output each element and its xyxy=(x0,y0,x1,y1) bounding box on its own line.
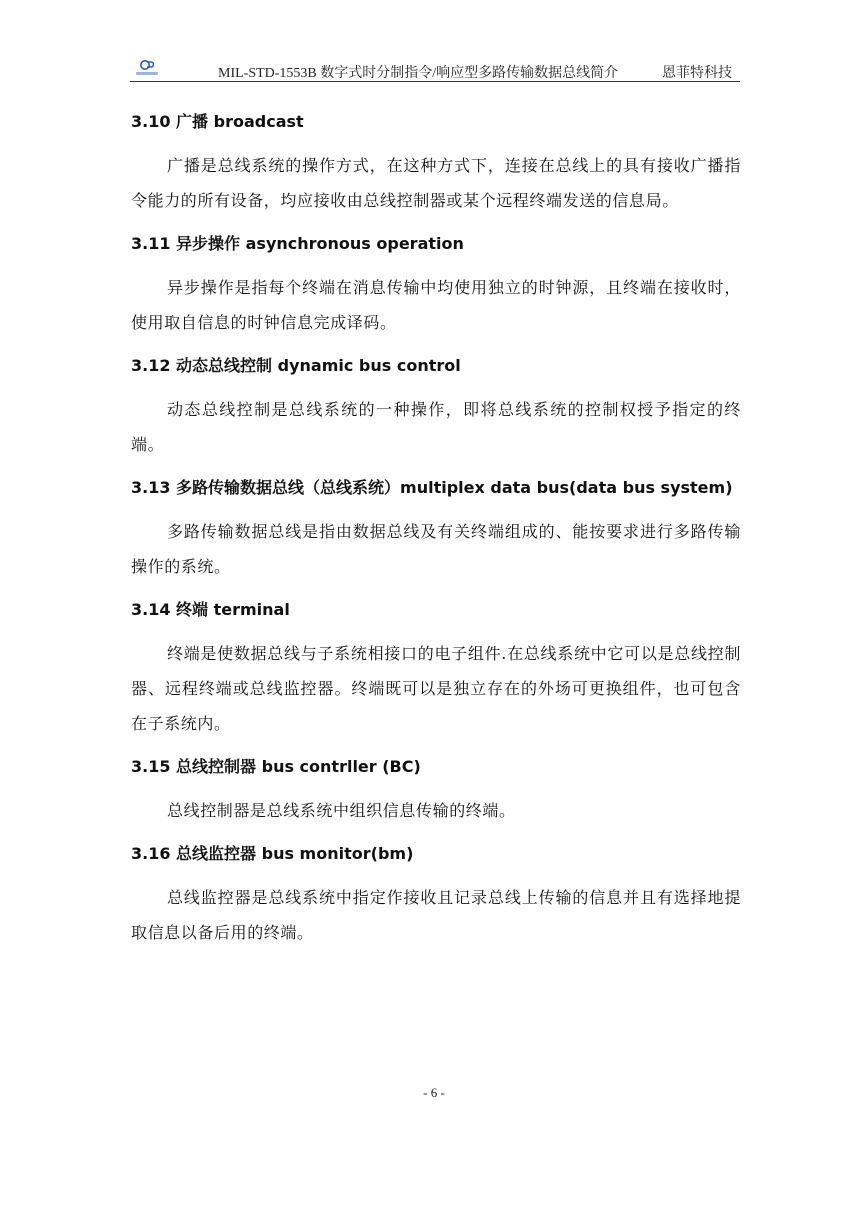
section-heading: 3.15 总线控制器 bus contrller (BC) xyxy=(131,757,421,776)
header-title: MIL-STD-1553B 数字式时分制指令/响应型多路传输数据总线简介 xyxy=(218,66,619,81)
section-3-11 xyxy=(131,230,741,340)
section-3-14 xyxy=(131,596,741,741)
section-3-15 xyxy=(131,753,741,828)
section-3-13 xyxy=(131,474,741,584)
section-paragraph: 动态总线控制是总线系统的一种操作，即将总线系统的控制权授予指定的终端。 xyxy=(131,400,741,454)
logo-wordmark xyxy=(136,72,158,75)
document-body xyxy=(131,108,741,962)
section-paragraph: 总线监控器是总线系统中指定作接收且记录总线上传输的信息并且有选择地提取信息以备后用的终端。 xyxy=(131,888,741,942)
page-header xyxy=(130,58,740,82)
section-heading: 3.13 多路传输数据总线（总线系统）multiplex data bus(data bus system) xyxy=(131,478,733,497)
page-number: - 6 - xyxy=(423,1085,445,1100)
header-divider xyxy=(130,81,740,82)
section-3-12 xyxy=(131,352,741,462)
section-heading: 3.10 广播 broadcast xyxy=(131,112,304,131)
logo-mark-icon xyxy=(140,60,154,70)
section-3-16 xyxy=(131,840,741,950)
section-paragraph: 异步操作是指每个终端在消息传输中均使用独立的时钟源，且终端在接收时，使用取自信息的时钟信息完成译码。 xyxy=(131,278,741,332)
section-heading: 3.11 异步操作 asynchronous operation xyxy=(131,234,464,253)
section-paragraph: 总线控制器是总线系统中组织信息传输的终端。 xyxy=(167,801,516,820)
section-heading: 3.16 总线监控器 bus monitor(bm) xyxy=(131,844,414,863)
header-company: 恩菲特科技 xyxy=(662,66,732,81)
section-3-10 xyxy=(131,108,741,218)
company-logo-icon xyxy=(136,60,158,80)
section-heading: 3.14 终端 terminal xyxy=(131,600,290,619)
section-heading: 3.12 动态总线控制 dynamic bus control xyxy=(131,356,461,375)
section-paragraph: 广播是总线系统的操作方式，在这种方式下，连接在总线上的具有接收广播指令能力的所有设备，均应接收由总线控制器或某个远程终端发送的信息局。 xyxy=(131,156,741,210)
section-paragraph: 多路传输数据总线是指由数据总线及有关终端组成的、能按要求进行多路传输操作的系统。 xyxy=(131,522,741,576)
section-paragraph: 终端是使数据总线与子系统相接口的电子组件.在总线系统中它可以是总线控制器、远程终端或总线监控器。终端既可以是独立存在的外场可更换组件，也可包含在子系统内。 xyxy=(131,644,741,733)
